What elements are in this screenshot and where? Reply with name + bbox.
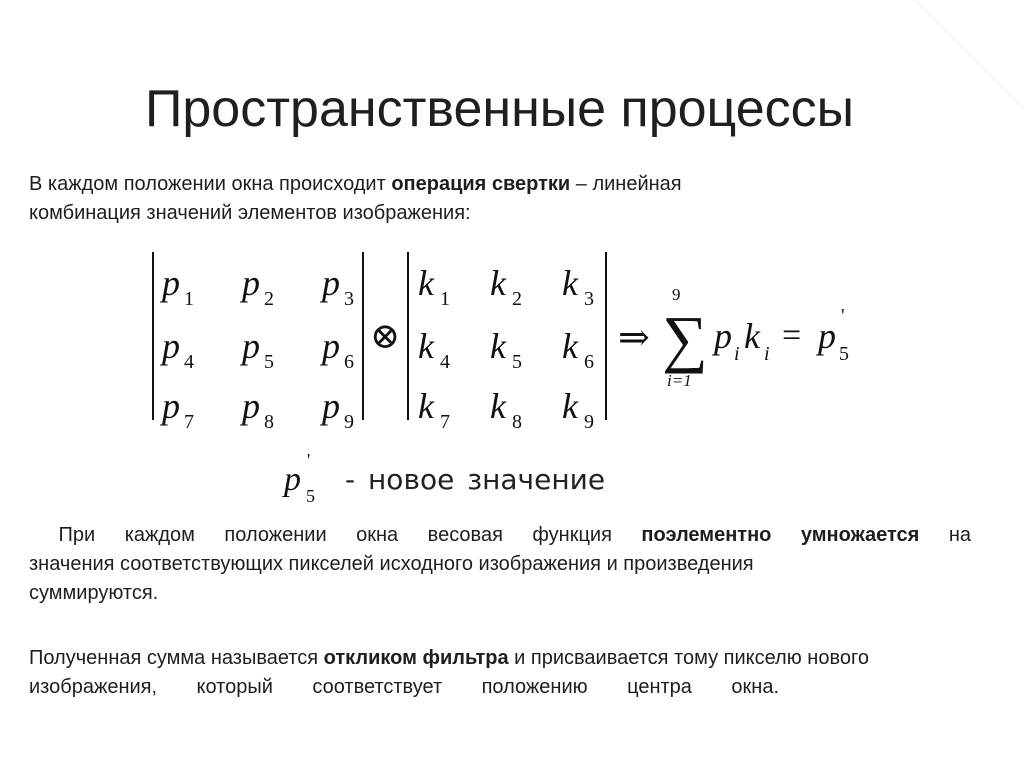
p-matrix-subscript-7: 7 [184, 411, 194, 430]
sum-upper-limit: 9 [672, 285, 681, 304]
sum-term-k-index: i [764, 343, 770, 365]
k-matrix-subscript-2: 2 [512, 288, 522, 310]
new-value-p: p [284, 461, 301, 498]
intro-bold-term: операция свертки [391, 173, 571, 195]
k-matrix-subscript-7: 7 [440, 411, 450, 430]
p-matrix-symbol-7: p [162, 386, 180, 426]
intro-paragraph [29, 170, 829, 228]
sum-term-k: k [744, 316, 760, 356]
sum-term-p-index: i [734, 343, 740, 365]
k-matrix-symbol-6: k [562, 326, 578, 366]
paragraph-2 [29, 521, 971, 608]
k-matrix-subscript-8: 8 [512, 411, 522, 430]
k-matrix-subscript-5: 5 [512, 351, 522, 373]
paragraph-3 [29, 644, 1004, 702]
result-prime: ' [841, 305, 845, 327]
implies-arrow: ⇒ [618, 317, 650, 359]
p-matrix-symbol-1: p [162, 263, 180, 303]
para3-text-a: Полученная сумма называется [29, 647, 324, 669]
k-matrix-subscript-3: 3 [584, 288, 594, 310]
k-matrix-subscript-6: 6 [584, 351, 594, 373]
convolution-operator: ⊗ [370, 316, 401, 356]
k-matrix [418, 263, 594, 430]
p-matrix-subscript-2: 2 [264, 288, 274, 310]
k-matrix-symbol-5: k [490, 326, 506, 366]
k-matrix-symbol-2: k [490, 263, 506, 303]
paragraph-2-line-2: значения соответствующих пикселей исходного изображения и произведения [29, 553, 754, 575]
intro-line-2: комбинация значений элементов изображения: [29, 202, 471, 224]
result-symbol: p [818, 316, 836, 356]
p-matrix-symbol-5: p [242, 326, 260, 366]
k-matrix-subscript-1: 1 [440, 288, 450, 310]
p-matrix-symbol-3: p [322, 263, 340, 303]
k-matrix-symbol-9: k [562, 386, 578, 426]
k-matrix-symbol-4: k [418, 326, 434, 366]
equals-sign: = [782, 317, 802, 354]
para2-text-a: При каждом положении окна весовая функция [58, 524, 642, 546]
k-matrix-symbol-8: k [490, 386, 506, 426]
p-matrix-subscript-6: 6 [344, 351, 354, 373]
k-matrix-symbol-3: k [562, 263, 578, 303]
intro-text-2: – линейная [570, 173, 682, 195]
p-matrix-symbol-4: p [162, 326, 180, 366]
slide-title: Пространственные процессы [145, 80, 855, 138]
para3-bold-term: откликом фильтра [323, 647, 509, 669]
paragraph-3-line-1 [29, 644, 1004, 673]
intro-line-1 [29, 170, 829, 199]
summation-sign: ∑ [662, 303, 708, 374]
paragraph-2-line-1 [29, 521, 971, 550]
p-matrix-symbol-2: p [242, 263, 260, 303]
para3-text-b: и присваивается тому пикселю нового [508, 647, 869, 669]
p-matrix [159, 263, 354, 430]
result-subscript: 5 [839, 343, 849, 365]
new-value-sub: 5 [306, 486, 315, 506]
new-value-prime: ' [307, 452, 311, 470]
p-matrix-subscript-8: 8 [264, 411, 274, 430]
paragraph-2-line-3: суммируются. [29, 582, 159, 604]
p-matrix-symbol-8: p [242, 386, 260, 426]
p-matrix-subscript-3: 3 [344, 288, 354, 310]
new-value-caption: - новое значение [345, 463, 606, 496]
k-matrix-symbol-1: k [418, 263, 434, 303]
p-matrix-symbol-6: p [322, 326, 340, 366]
paragraph-3-line-2: изображения, который соответствует положению центра окна. [29, 676, 779, 698]
convolution-formula [140, 240, 880, 430]
intro-text-1: В каждом положении окна происходит [29, 173, 392, 195]
p-matrix-subscript-9: 9 [344, 411, 354, 430]
new-value-symbol [282, 452, 342, 512]
p-matrix-subscript-4: 4 [184, 351, 194, 373]
k-matrix-subscript-9: 9 [584, 411, 594, 430]
para2-text-b: на [919, 524, 971, 546]
p-matrix-symbol-9: p [322, 386, 340, 426]
p-matrix-subscript-1: 1 [184, 288, 194, 310]
k-matrix-subscript-4: 4 [440, 351, 450, 373]
k-matrix-symbol-7: k [418, 386, 434, 426]
sum-term-p: p [714, 316, 732, 356]
p-matrix-subscript-5: 5 [264, 351, 274, 373]
sum-lower-limit: i=1 [667, 371, 692, 390]
para2-bold-term: поэлементно умножается [641, 524, 920, 546]
